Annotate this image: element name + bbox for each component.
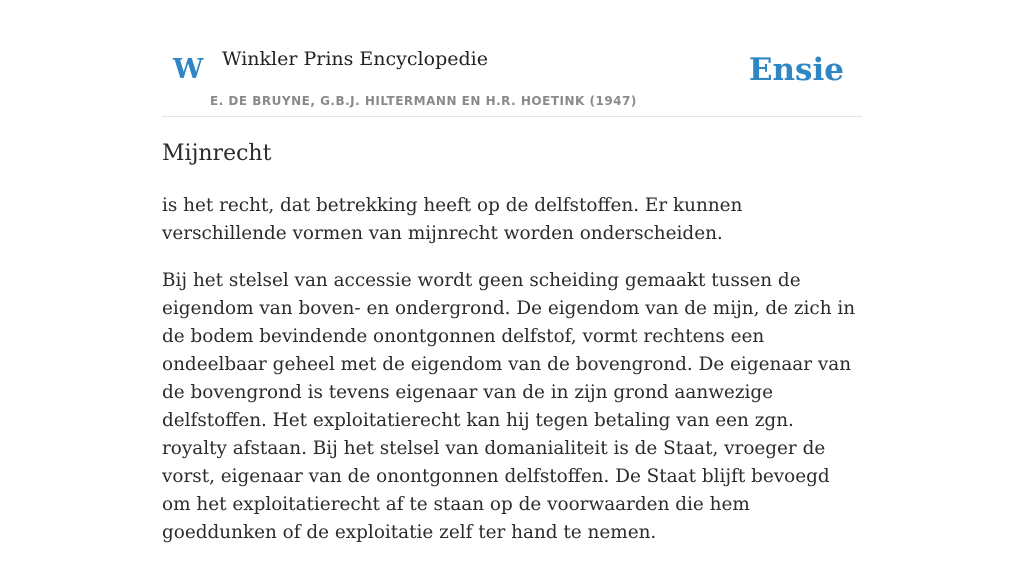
article-paragraph: Bij het stelsel van accessie wordt geen scheiding gemaakt tussen de eigendom van boven- en ondergrond. De eigendom van de mijn, de zich in de bodem bevindende onontgonnen delfstof, vormt rechtens een ondeelbaar geheel met de eigendom van de bovengrond. De eigenaar van de bovengrond is tevens eigenaar van de in zijn grond aanwezige delfstoffen. Het exploitatierecht kan hij tegen betaling van een zgn. royalty afstaan. Bij het stelsel van domanialiteit is de Staat, vroeger de vorst, eigenaar van de onontgonnen delfstoffen. De Staat blijft bevoegd om het exploitatierecht af te staan op de voorwaarden die hem goeddunken of de exploitatie zelf ter hand te nemen. (162, 270, 856, 543)
article-page (162, 0, 862, 543)
article-body (162, 192, 862, 566)
ensie-logo-link[interactable]: Ensie (748, 52, 844, 88)
source-logo[interactable]: W (173, 54, 204, 85)
source-title-link[interactable]: Winkler Prins Encyclopedie (222, 48, 488, 70)
article-paragraph: is het recht, dat betrekking heeft op de delfstoffen. Er kunnen verschillende vormen van mijnrecht worden onderscheiden. (162, 195, 743, 244)
source-header (162, 0, 862, 117)
source-authors: E. DE BRUYNE, G.B.J. HILTERMANN EN H.R. HOETINK (1947) (210, 94, 637, 108)
article-title: Mijnrecht (162, 141, 272, 166)
